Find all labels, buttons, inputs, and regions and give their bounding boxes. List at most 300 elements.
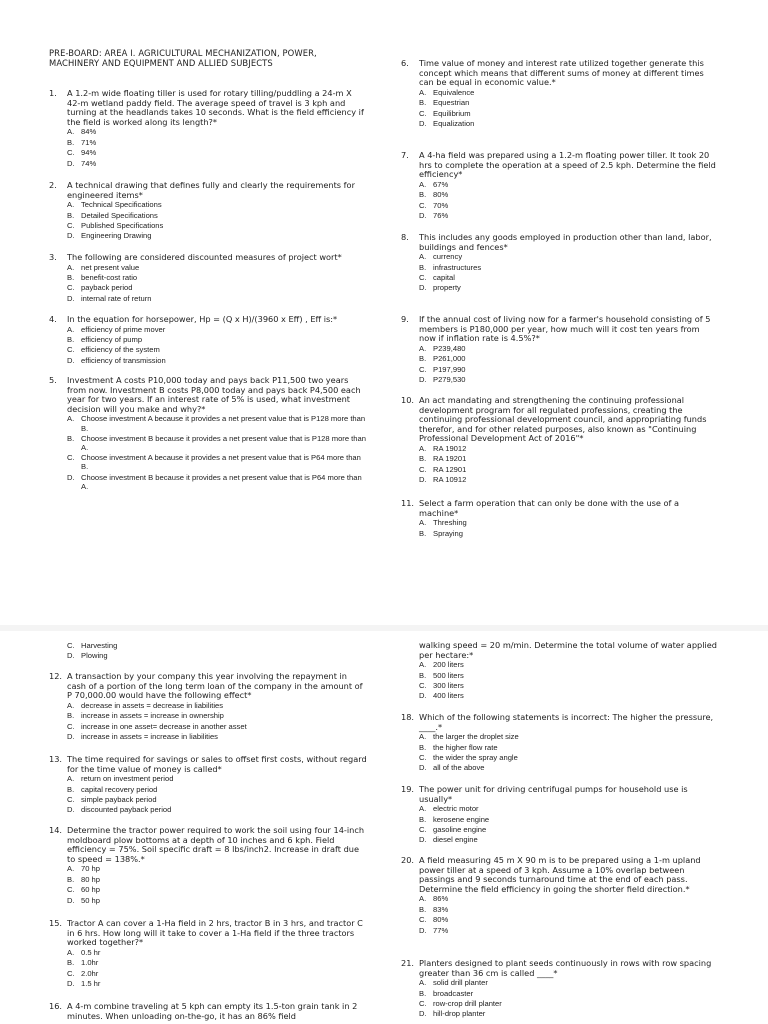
option-text: 50 hp: [81, 895, 101, 905]
option-text: 80 hp: [81, 874, 101, 884]
answer-option: [67, 701, 367, 711]
option-letter: A.: [419, 343, 427, 353]
option-letter: D.: [419, 763, 427, 773]
question-12: [49, 672, 367, 742]
option-text: 80%: [433, 915, 449, 925]
option-text: the larger the droplet size: [433, 732, 519, 742]
answer-option: [419, 732, 719, 742]
option-letter: A.: [419, 978, 427, 988]
option-list: [419, 252, 719, 294]
option-text: 76%: [433, 211, 449, 220]
option-letter: C.: [67, 968, 75, 978]
option-letter: D.: [419, 475, 427, 485]
question-number: 20.: [401, 855, 415, 865]
answer-option: [67, 414, 367, 432]
option-letter: B.: [419, 454, 427, 464]
question-10: [401, 396, 719, 486]
answer-option: [67, 651, 367, 661]
option-text: 1.5 hr: [81, 979, 101, 988]
page-2: [0, 631, 768, 1024]
option-letter: A.: [419, 804, 427, 814]
option-text: Engineering Drawing: [81, 231, 152, 241]
question-number: 3.: [49, 252, 57, 262]
question-stem: A transaction by your company this year involving the repayment in cash of a portion of the long term loan of the company in the amount of P 70,000.00 would have the following effect*: [67, 671, 363, 701]
option-text: the higher flow rate: [433, 742, 498, 752]
option-list: [67, 641, 367, 662]
option-letter: B.: [419, 904, 427, 914]
option-letter: C.: [419, 825, 427, 834]
question-stem: Select a farm operation that can only be done with the use of a machine*: [419, 498, 680, 518]
option-letter: D.: [419, 119, 427, 128]
answer-option: [67, 641, 367, 651]
answer-option: [67, 979, 367, 989]
option-letter: D.: [67, 979, 75, 988]
answer-option: [67, 159, 367, 169]
answer-option: [67, 325, 367, 335]
question-stem: Determine the tractor power required to work the soil using four 14-inch moldboard plow bottoms at a depth of 10 inches and 6 kph. Field efficiency = 75%. Soil specific draft = 8 lbs/inch2. Increase in draft due to speed = 138%.*: [67, 825, 365, 864]
option-letter: B.: [419, 670, 427, 680]
question-stem: Planters designed to plant seeds continuously in rows with row spacing greater than 36 cm is called ____*: [419, 958, 712, 978]
answer-option: [419, 283, 719, 293]
option-letter: B.: [67, 958, 75, 968]
option-text: decrease in assets = decrease in liabilities: [81, 700, 224, 710]
option-letter: B.: [67, 273, 75, 282]
answer-option: [419, 190, 719, 200]
answer-option: [67, 148, 367, 158]
option-text: 2.0hr: [81, 968, 99, 978]
answer-option: [67, 127, 367, 137]
option-text: 60 hp: [81, 885, 101, 895]
option-letter: A.: [419, 252, 427, 262]
answer-option: [419, 344, 719, 354]
answer-option: [67, 294, 367, 304]
answer-option: [419, 1009, 719, 1019]
option-letter: A.: [67, 200, 75, 210]
option-text: hill-drop planter: [433, 1009, 486, 1019]
question-20: [401, 856, 719, 936]
option-letter: B.: [67, 137, 75, 147]
question-stem: A field measuring 45 m X 90 m is to be prepared using a 1-m upland power tiller at a speed of 3 kph. Assume a 10% overlap between passings and 9 seconds turnaround time at the end of each pass. Determine the field efficiency in going the shorter field direction.*: [419, 855, 701, 894]
question-number: 11.: [401, 498, 415, 508]
question-number: 21.: [401, 958, 415, 968]
answer-option: [67, 795, 367, 805]
answer-option: [419, 454, 719, 464]
question-17-continued: [401, 641, 719, 702]
question-number: 10.: [401, 395, 415, 405]
option-text: capital recovery period: [81, 784, 158, 794]
option-letter: D.: [419, 211, 427, 220]
option-text: discounted payback period: [81, 805, 172, 815]
option-letter: D.: [67, 895, 75, 905]
option-text: efficiency of prime mover: [81, 324, 166, 334]
option-text: payback period: [81, 283, 133, 293]
option-letter: A.: [67, 414, 75, 424]
option-text: efficiency of the system: [81, 345, 160, 355]
option-letter: D.: [67, 158, 75, 168]
question-number: 5.: [49, 375, 57, 385]
option-text: Equivalence: [433, 87, 475, 97]
option-list: [67, 864, 367, 906]
question-stem: This includes any goods employed in production other than land, labor, buildings and fences*: [419, 232, 712, 252]
answer-option: [67, 785, 367, 795]
option-text: Threshing: [433, 518, 467, 528]
option-text: 94%: [81, 148, 97, 158]
question-number: 2.: [49, 180, 57, 190]
option-list: [419, 88, 719, 130]
question-stem: Time value of money and interest rate utilized together generate this concept which means that different sums of money at different times can be equal in economic value.*: [419, 58, 704, 88]
option-text: net present value: [81, 262, 140, 272]
option-text: solid drill planter: [433, 978, 488, 988]
option-list: [67, 948, 367, 990]
answer-option: [419, 905, 719, 915]
option-letter: A.: [67, 774, 75, 784]
answer-option: [67, 138, 367, 148]
option-list: [67, 414, 367, 491]
option-letter: A.: [67, 324, 75, 334]
option-text: currency: [433, 252, 463, 262]
answer-option: [419, 529, 719, 539]
answer-option: [67, 211, 367, 221]
option-text: electric motor: [433, 804, 479, 814]
option-letter: C.: [67, 283, 75, 293]
option-letter: A.: [419, 87, 427, 97]
answer-option: [419, 465, 719, 475]
option-letter: D.: [419, 283, 427, 293]
question-stem: Investment A costs P10,000 today and pays back P11,500 two years from now. Investment B costs P8,000 today and pays back P4,500 each year for two years. If an interest rate of 5% is used, what investment decision will you make and why?*: [67, 375, 361, 414]
option-letter: D.: [419, 1009, 427, 1019]
option-text: P239,480: [433, 343, 466, 353]
option-letter: C.: [67, 795, 75, 804]
question-number: 8.: [401, 232, 409, 242]
answer-option: [67, 263, 367, 273]
option-letter: B.: [67, 433, 75, 443]
option-letter: C.: [67, 641, 75, 650]
question-3: [49, 253, 367, 304]
option-text: efficiency of transmission: [81, 355, 166, 365]
answer-option: [67, 231, 367, 241]
question-stem: A technical drawing that defines fully and clearly the requirements for engineered items*: [67, 180, 355, 200]
option-text: Technical Specifications: [81, 200, 162, 210]
option-text: Published Specifications: [81, 221, 164, 230]
question-number: 9.: [401, 314, 409, 324]
option-letter: A.: [419, 660, 427, 670]
option-letter: D.: [419, 925, 427, 935]
option-letter: A.: [419, 894, 427, 904]
answer-option: [419, 109, 719, 119]
option-list: [419, 344, 719, 386]
answer-option: [67, 805, 367, 815]
option-letter: C.: [67, 345, 75, 355]
option-text: Detailed Specifications: [81, 210, 158, 220]
option-letter: C.: [419, 915, 427, 925]
option-text: Harvesting: [81, 641, 118, 650]
option-letter: D.: [67, 651, 75, 661]
question-6: [401, 59, 719, 129]
answer-option: [419, 926, 719, 936]
option-list: [419, 804, 719, 846]
option-text: 200 liters: [433, 660, 464, 670]
option-text: efficiency of pump: [81, 335, 143, 344]
option-letter: C.: [67, 453, 75, 463]
question-9: [401, 315, 719, 385]
option-letter: D.: [67, 355, 75, 365]
question-number: 12.: [49, 671, 63, 681]
option-text: increase in one asset= decrease in another asset: [81, 721, 247, 731]
answer-option: [419, 98, 719, 108]
question-stem: If the annual cost of living now for a farmer's household consisting of 5 members is P180,000 per year, how much will it cost ten years from now if inflation rate is 4.5%?*: [419, 314, 711, 344]
answer-option: [67, 958, 367, 968]
question-7: [401, 151, 719, 221]
option-list: [67, 200, 367, 242]
option-text: capital: [433, 273, 455, 282]
answer-option: [419, 354, 719, 364]
option-letter: C.: [67, 221, 75, 230]
answer-option: [419, 753, 719, 763]
answer-option: [419, 763, 719, 773]
answer-option: [419, 444, 719, 454]
option-letter: C.: [419, 273, 427, 282]
question-19: [401, 785, 719, 846]
option-text: Equilibrium: [433, 108, 471, 118]
option-text: property: [433, 283, 461, 293]
option-letter: B.: [419, 190, 427, 200]
option-list: [419, 978, 719, 1020]
answer-option: [419, 263, 719, 273]
option-list: [419, 518, 719, 539]
option-list: [67, 263, 367, 305]
question-stem: The power unit for driving centrifugal pumps for household use is usually*: [419, 784, 688, 804]
answer-option: [67, 356, 367, 366]
option-text: RA 10912: [433, 475, 467, 485]
option-text: infrastructures: [433, 262, 482, 272]
question-4: [49, 315, 367, 366]
answer-option: [67, 453, 367, 471]
answer-option: [419, 375, 719, 385]
option-letter: B.: [419, 98, 427, 108]
answer-option: [419, 825, 719, 835]
option-text: 70 hp: [81, 864, 101, 874]
option-letter: A.: [419, 732, 427, 742]
option-letter: C.: [419, 364, 427, 374]
option-letter: C.: [419, 108, 427, 118]
option-text: Spraying: [433, 528, 463, 538]
option-letter: D.: [67, 805, 75, 815]
option-letter: C.: [419, 753, 427, 762]
option-list: [419, 444, 719, 486]
option-letter: C.: [419, 464, 427, 474]
answer-option: [67, 335, 367, 345]
option-letter: C.: [67, 885, 75, 895]
option-text: 74%: [81, 158, 97, 168]
option-text: RA 19012: [433, 443, 467, 453]
option-list: [67, 774, 367, 816]
option-letter: D.: [67, 472, 75, 482]
option-text: all of the above: [433, 763, 485, 773]
answer-option: [67, 864, 367, 874]
option-text: 83%: [433, 904, 449, 914]
option-text: 84%: [81, 127, 97, 137]
answer-option: [419, 273, 719, 283]
option-list: [419, 732, 719, 774]
option-letter: A.: [419, 443, 427, 453]
option-text: 0.5 hr: [81, 947, 101, 957]
option-letter: D.: [419, 835, 427, 845]
option-letter: B.: [419, 742, 427, 752]
question-stem: A 4-ha field was prepared using a 1.2-m floating power tiller. It took 20 hrs to complete the operation at a speed of 2.5 kph. Determine the field efficiency*: [419, 150, 716, 180]
answer-option: [419, 978, 719, 988]
answer-option: [67, 473, 367, 491]
option-text: Choose investment A because it provides a net present value that is P64 more than B.: [81, 453, 361, 472]
option-text: P197,990: [433, 364, 466, 374]
question-stem: A 1.2-m wide floating tiller is used for rotary tilling/puddling a 24-m X 42-m wetland paddy field. The average speed of travel is 3 kph and turning at the headlands takes 10 seconds. What is the field efficiency if the field is worked along its length?*: [67, 88, 364, 127]
option-text: Choose investment B because it provides a net present value that is P128 more than A.: [81, 433, 366, 452]
option-letter: B.: [67, 784, 75, 794]
option-text: 300 liters: [433, 681, 464, 690]
option-letter: D.: [67, 231, 75, 241]
option-text: 500 liters: [433, 670, 464, 680]
answer-option: [67, 885, 367, 895]
option-letter: C.: [419, 200, 427, 210]
option-text: gasoline engine: [433, 825, 487, 834]
option-text: P279,530: [433, 375, 466, 384]
option-text: diesel engine: [433, 835, 478, 845]
option-letter: A.: [67, 864, 75, 874]
option-letter: C.: [67, 148, 75, 158]
option-letter: B.: [419, 262, 427, 272]
option-text: simple payback period: [81, 795, 157, 804]
question-11-continued: [49, 641, 367, 662]
option-text: 86%: [433, 894, 449, 904]
option-letter: A.: [67, 700, 75, 710]
answer-option: [419, 88, 719, 98]
option-text: 70%: [433, 200, 449, 210]
option-text: broadcaster: [433, 988, 474, 998]
option-list: [419, 180, 719, 222]
option-letter: B.: [67, 874, 75, 884]
question-stem: The time required for savings or sales to offset first costs, without regard for the time value of money is called*: [67, 754, 367, 774]
answer-option: [67, 948, 367, 958]
option-text: 71%: [81, 137, 97, 147]
option-list: [67, 701, 367, 743]
question-1: [49, 89, 367, 169]
answer-option: [67, 283, 367, 293]
option-letter: C.: [419, 999, 427, 1008]
option-letter: B.: [419, 528, 427, 538]
answer-option: [67, 345, 367, 355]
option-text: increase in assets = increase in liabilities: [81, 732, 218, 741]
option-text: the wider the spray angle: [433, 753, 518, 762]
answer-option: [419, 691, 719, 701]
option-text: 80%: [433, 190, 449, 200]
question-number: 1.: [49, 88, 57, 98]
option-letter: A.: [67, 262, 75, 272]
question-stem: An act mandating and strengthening the continuing professional development program for all regulated professions, creating the continuing professional development council, and appropriating funds therefor, and for other related purposes, also known as "Continuing Professional Development Act of 2016"*: [419, 395, 707, 444]
question-16: [49, 1002, 367, 1021]
answer-option: [419, 252, 719, 262]
answer-option: [419, 180, 719, 190]
option-letter: B.: [67, 711, 75, 721]
answer-option: [419, 518, 719, 528]
answer-option: [67, 434, 367, 452]
option-letter: B.: [419, 354, 427, 364]
question-number: 19.: [401, 784, 415, 794]
answer-option: [67, 732, 367, 742]
answer-option: [419, 804, 719, 814]
answer-option: [419, 660, 719, 670]
question-8: [401, 233, 719, 294]
question-stem: In the equation for horsepower, Hp = (Q x H)/(3960 x Eff) , Eff is:*: [67, 314, 338, 324]
question-2: [49, 181, 367, 242]
question-number: 13.: [49, 754, 63, 764]
option-letter: D.: [67, 293, 75, 303]
answer-option: [419, 989, 719, 999]
answer-option: [67, 896, 367, 906]
answer-option: [419, 211, 719, 221]
answer-option: [67, 221, 367, 231]
option-text: Equestrian: [433, 98, 470, 108]
option-letter: B.: [67, 335, 75, 344]
answer-option: [419, 915, 719, 925]
answer-option: [67, 711, 367, 721]
option-text: 67%: [433, 179, 449, 189]
option-letter: D.: [419, 691, 427, 701]
option-list: [67, 325, 367, 367]
option-text: Equalization: [433, 119, 475, 128]
answer-option: [419, 475, 719, 485]
page-header: PRE-BOARD: AREA I. AGRICULTURAL MECHANIZATION, POWER, MACHINERY AND EQUIPMENT AND ALLIED SUBJECTS: [49, 48, 317, 68]
option-letter: C.: [67, 721, 75, 731]
option-letter: B.: [419, 814, 427, 824]
option-text: Choose investment A because it provides a net present value that is P128 more than B.: [81, 414, 366, 433]
option-text: 400 liters: [433, 691, 464, 701]
option-text: 77%: [433, 925, 449, 935]
question-number: 18.: [401, 712, 415, 722]
question-number: 4.: [49, 314, 57, 324]
question-number: 14.: [49, 825, 63, 835]
answer-option: [67, 273, 367, 283]
answer-option: [419, 681, 719, 691]
option-letter: A.: [67, 947, 75, 957]
question-stem: walking speed = 20 m/min. Determine the total volume of water applied per hectare:*: [419, 640, 717, 660]
option-text: Choose investment B because it provides a net present value that is P64 more than A.: [81, 472, 362, 491]
question-stem: Tractor A can cover a 1-Ha field in 2 hrs, tractor B in 3 hrs, and tractor C in 6 hrs. How long will it take to cover a 1-Ha field if the three tractors worked together?*: [67, 918, 363, 948]
answer-option: [67, 774, 367, 784]
question-14: [49, 826, 367, 906]
option-text: P261,000: [433, 354, 466, 364]
option-letter: D.: [67, 732, 75, 741]
question-13: [49, 755, 367, 816]
option-list: [419, 894, 719, 936]
question-stem: Which of the following statements is incorrect: The higher the pressure, ____.*: [419, 712, 714, 732]
option-letter: A.: [67, 127, 75, 137]
answer-option: [419, 894, 719, 904]
question-15: [49, 919, 367, 989]
question-number: 7.: [401, 150, 409, 160]
question-number: 6.: [401, 58, 409, 68]
question-stem: A 4-m combine traveling at 5 kph can empty its 1.5-ton grain tank in 2 minutes. When unloading on-the-go, it has an 86% field: [67, 1001, 358, 1021]
option-letter: B.: [419, 988, 427, 998]
answer-option: [419, 999, 719, 1009]
option-text: kerosene engine: [433, 814, 490, 824]
option-text: internal rate of return: [81, 293, 152, 303]
option-text: RA 19201: [433, 454, 467, 464]
answer-option: [67, 200, 367, 210]
option-letter: A.: [419, 518, 427, 528]
option-text: RA 12901: [433, 464, 467, 474]
option-text: increase in assets = increase in ownership: [81, 711, 224, 721]
answer-option: [67, 969, 367, 979]
answer-option: [419, 835, 719, 845]
